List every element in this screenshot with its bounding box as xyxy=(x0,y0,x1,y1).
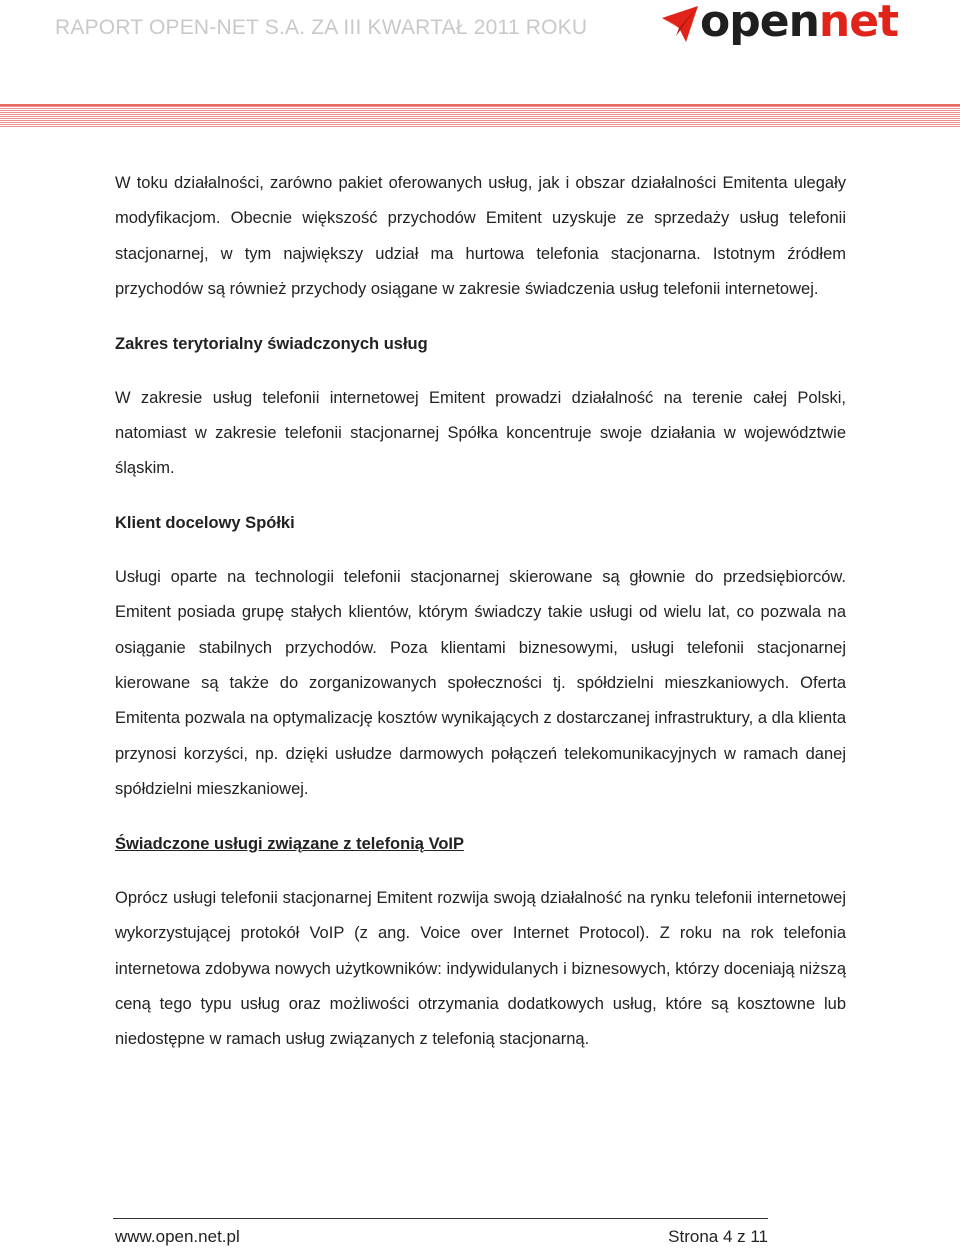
logo-open-text: open xyxy=(700,0,819,47)
page-header xyxy=(0,0,960,100)
logo-net-text: net xyxy=(818,0,899,47)
page-footer xyxy=(113,1218,768,1249)
paragraph-territory: W zakresie usług telefonii internetowej Emitent prowadzi działalność na terenie całej Polski, natomiast w zakresie telefonii stacjonarnej Spółka koncentruje swoje działania w województwie śląskim. xyxy=(115,388,846,478)
paragraph-activity: W toku działalności, zarówno pakiet oferowanych usług, jak i obszar działalności Emitenta ulegały modyfikacjom. Obecnie większość przychodów Emitent uzyskuje ze sprzedaży usług telefonii stacjonarnej, w tym największy udział ma hurtowa telefonia stacjonarna. Istotnym źródłem przychodów są również przychody osiągane w zakresie świadczenia usług telefonii internetowej. xyxy=(115,174,846,299)
header-divider-band xyxy=(0,104,960,128)
heading-territory: Zakres terytorialny świadczonych usług xyxy=(115,334,428,353)
document-body xyxy=(115,166,846,1058)
footer-website-link[interactable]: www.open.net.pl xyxy=(115,1227,240,1246)
paragraph-target-client: Usługi oparte na technologii telefonii stacjonarnej skierowane są głownie do przedsiębiorców. Emitent posiada grupę stałych klientów, którym świadczy takie usługi od wielu lat, co pozwala na osiąganie stabilnych przychodów. Poza klientami biznesowymi, usługi telefonii stacjonarnej kierowane są także do zorganizowanych społeczności tj. spółdzielni mieszkaniowych. Oferta Emitenta pozwala na optymalizację kosztów wynikających z dostarczanej infrastruktury, a dla klienta przynosi korzyści, np. dzięki usłudze darmowych połączeń telekomunikacyjnych w ramach danej spółdzielni mieszkaniowej. xyxy=(115,567,846,799)
heading-voip: Świadczone usługi związane z telefonią VoIP xyxy=(115,834,465,853)
paper-plane-icon xyxy=(660,2,700,48)
heading-target-client: Klient docelowy Spółki xyxy=(115,513,295,532)
logo-wordmark xyxy=(700,0,898,47)
footer-page-number: Strona 4 z 11 xyxy=(668,1227,768,1246)
report-title: RAPORT OPEN-NET S.A. ZA III KWARTAŁ 2011 ROKU xyxy=(55,16,588,39)
opennet-logo xyxy=(660,0,899,56)
paragraph-voip: Oprócz usługi telefonii stacjonarnej Emitent rozwija swoją działalność na rynku telefonii internetowej wykorzystującej protokół VoIP (z ang. Voice over Internet Protocol). Z roku na rok telefonia internetowa zdobywa nowych użytkowników: indywidulanych i biznesowych, którzy doceniają niższą ceną tego typu usług oraz możliwości otrzymania dodatkowych usług, które są kosztowne lub niedostępne w ramach usług związanych z telefonią stacjonarną. xyxy=(115,888,846,1049)
